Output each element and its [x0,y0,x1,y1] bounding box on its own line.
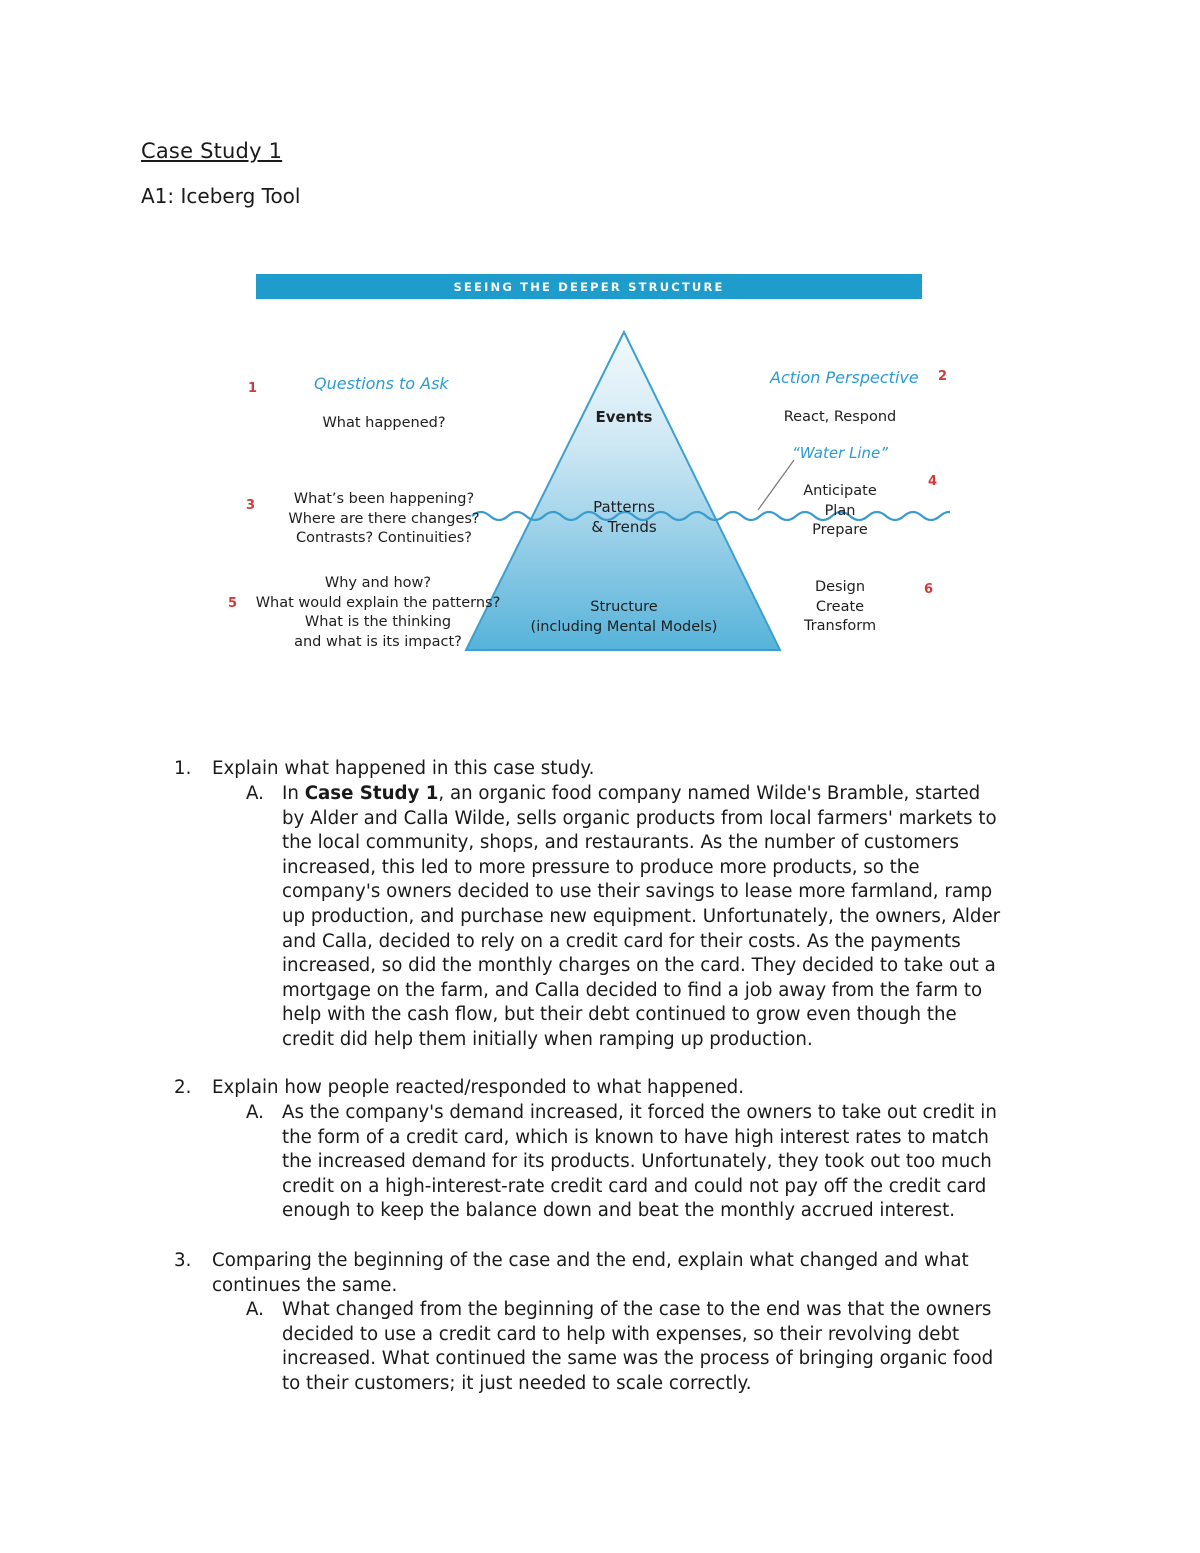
answer-line: the form of a credit card, which is known to have high interest rates to match [282,1126,989,1148]
questions-structure [246,574,510,652]
question-number: 2. [174,1077,192,1098]
answer-letter: A. [246,1299,264,1320]
question-text [212,757,1072,782]
answer-line: help with the cash flow, but their debt continued to grow even though the [282,1004,957,1026]
iceberg-figure [228,272,950,672]
document-subtitle: A1: Iceberg Tool [141,184,301,208]
question-line: Where are there changes? [288,510,480,527]
answer-line: credit on a high-interest-rate credit card and could not pay off the credit card [282,1175,987,1197]
figure-number-1: 1 [248,381,258,396]
action-line: React, Respond [783,409,897,425]
answer-line: up production, and purchase new equipment. Unfortunately, the owners, Alder [282,905,1001,927]
question-line: and what is its impact? [294,633,462,650]
actions-events [770,408,910,428]
answer-line: increased. What continued the same was the process of bringing organic food [282,1348,994,1370]
answer-line: and Calla, decided to rely on a credit card for their costs. As the payments [282,930,961,952]
answer-text [282,1298,1072,1396]
answer-line: company's owners decided to use their savings to lease more farmland, ramp [282,881,993,903]
answer-text [282,1101,1072,1224]
answer-line: credit did help them initially when ramping up production. [282,1028,813,1050]
answer-line: the increased demand for its products. Unfortunately, they took out too much [282,1151,992,1173]
action-line: Design [814,579,866,595]
question-line: Comparing the beginning of the case and the end, explain what changed and what [212,1250,969,1271]
answer-letter: A. [246,1102,264,1123]
answer-letter: A. [246,783,264,804]
figure-number-5: 5 [228,596,238,611]
figure-number-4: 4 [928,474,938,489]
answer-first-line [282,782,1072,807]
questions-heading: Questions to Ask [314,374,449,393]
question-text [212,1076,1072,1101]
level-structure-line: Structure [590,599,658,615]
level-patterns-line: Patterns [593,498,655,516]
action-line: Create [815,598,865,615]
actions-structure [780,578,900,637]
answer-line: decided to use a credit card to help with expenses, so their revolving debt [282,1323,960,1345]
questions-patterns [264,490,504,549]
document-title: Case Study 1 [141,139,283,163]
answer-text [282,782,1072,1053]
question-number: 1. [174,758,192,779]
question-line: Why and how? [324,575,432,591]
answer-line: mortgage on the farm, and Calla decided to find a job away from the farm to [282,979,983,1001]
action-line: Prepare [812,522,868,538]
action-line: Anticipate [803,483,877,499]
level-structure [504,598,744,637]
question-line: What is the thinking [304,614,452,630]
answer-line: by Alder and Calla Wilde, sells organic products from local farmers' markets to [282,807,997,829]
answer-bold: Case Study 1 [304,783,439,804]
question-number: 3. [174,1250,192,1271]
figure-number-2: 2 [938,369,948,384]
actions-patterns [780,482,900,541]
level-patterns [554,498,694,537]
answer-line: What changed from the beginning of the case to the end was that the owners [282,1299,992,1320]
answer-lead: In [282,783,305,804]
question-line: What happened? [322,415,446,431]
answer-line: the local community, shops, and restaurants. As the number of customers [282,832,960,854]
answer-line: enough to keep the balance down and beat the monthly accrued interest. [282,1200,955,1222]
level-patterns-line: & Trends [591,517,657,536]
action-line: Transform [803,618,877,634]
figure-number-3: 3 [246,498,256,513]
level-structure-line: (including Mental Models) [530,618,718,635]
figure-number-6: 6 [924,582,934,597]
question-line: Contrasts? Continuities? [295,530,472,546]
answer-first-rest: , an organic food company named Wilde's Bramble, started [438,783,981,804]
question-line: Explain what happened in this case study. [212,758,595,779]
answer-line: to their customers; it just needed to scale correctly. [282,1372,752,1394]
answer-line: As the company's demand increased, it forced the owners to take out credit in [282,1102,997,1123]
answer-line: increased, so did the monthly charges on the card. They decided to take out a [282,955,996,977]
question-text [212,1249,1072,1298]
figure-banner: SEEING THE DEEPER STRUCTURE [256,274,922,299]
question-line: What would explain the patterns? [255,594,501,611]
level-events: Events [595,408,653,426]
question-line: What’s been happening? [293,491,475,507]
water-line-label: “Water Line” [792,444,889,462]
answer-line: increased, this led to more pressure to produce more products, so the [282,856,920,878]
action-line: Plan [824,502,856,519]
question-line: Explain how people reacted/responded to what happened. [212,1077,745,1098]
action-heading: Action Perspective [770,368,919,387]
question-line: continues the same. [212,1274,398,1296]
questions-events [274,414,494,434]
